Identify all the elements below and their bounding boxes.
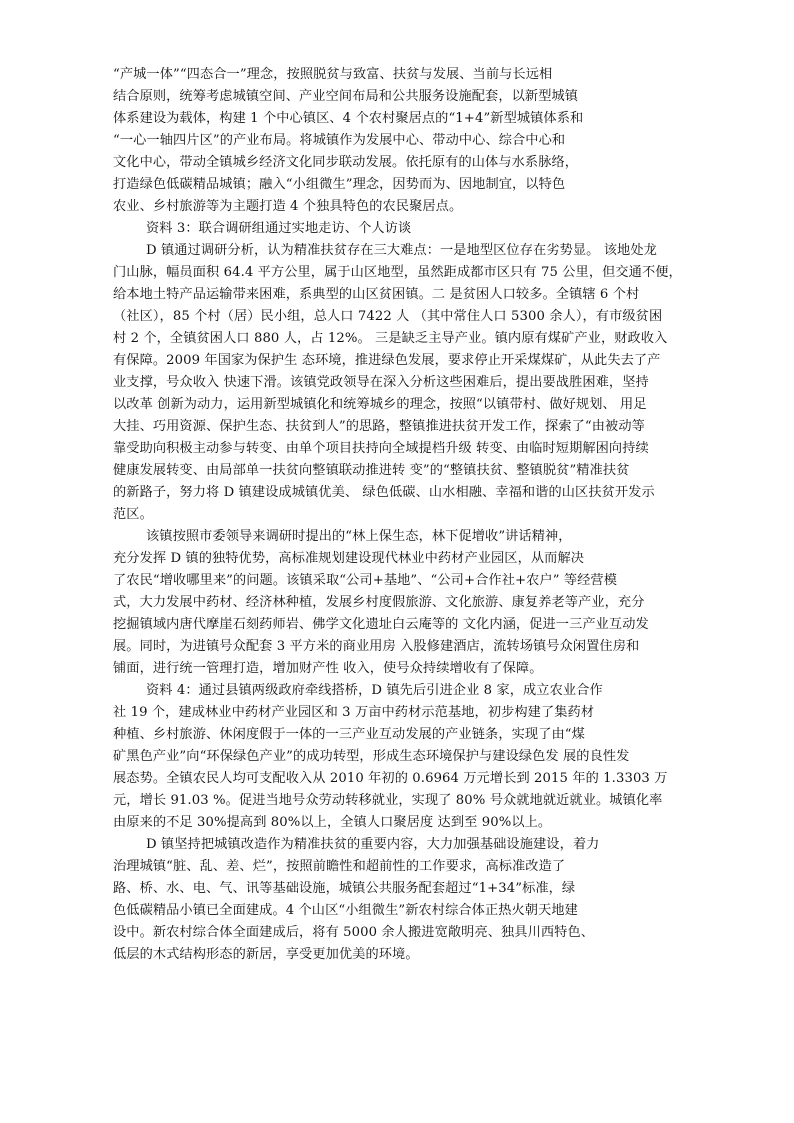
text-line: 挖掘镇域内唐代摩崖石刻药师岩、佛学文化遗址白云庵等的 文化内涵，促进一三产业互动发 [113,617,649,632]
text-line: 铺面，进行统一管理打造，增加财产性 收入，使号众持续增收有了保障。 [113,661,543,676]
section-heading: 资料 4：通过县镇两级政府牵线搭桥，D 镇先后引进企业 8 家，成立农业合作 [146,683,603,698]
text-line: “一心一轴四片区”的产业布局。将城镇作为发展中心、带动中心、综合中心和 [113,133,566,148]
text-line: 农业、乡村旅游等为主题打造 4 个独具特色的农民聚居点。 [113,199,463,214]
text-line: 式，大力发展中药材、经济林种植，发展乡村度假旅游、文化旅游、康复养老等产业，充分 [113,595,645,610]
text-line: D 镇坚持把城镇改造作为精准扶贫的重要内容，大力加强基础设施建设，着力 [146,837,600,852]
text-line: 充分发挥 D 镇的独特优势，高标准规划建设现代林业中药材产业园区，从而解决 [113,551,585,566]
text-line: 展。同时，为进镇号众配套 3 平方米的商业用房 入股修建酒店，流转场镇号众闲置住房和 [113,639,640,654]
text-line: 业支撑，号众收入 快速下滑。该镇党政领导在深入分析这些困难后，提出要战胜困难，坚持 [113,375,649,390]
text-line: 给本地土特产品运输带来困难，系典型的山区贫困镇。二 是贫困人口较多。全镇辖 6 个村 [113,287,640,302]
text-line: 了农民“增收哪里来”的问题。该镇采取“公司+基地”、“公司+合作社+农户” 等经营模 [113,573,617,588]
text-line: 社 19 个，建成林业中药材产业园区和 3 万亩中药材示范基地，初步构建了集药材 [113,705,595,720]
text-line: 门山脉，幅员面积 64.4 平方公里，属于山区地型，虽然距成都市区只有 75 公里，但交通不便， [113,265,682,280]
text-line: 展态势。全镇农民人均可支配收入从 2010 年初的 0.6964 万元增长到 2015 年的 1.3303 万 [113,771,668,786]
text-line: （社区），85 个村（居）民小组，总人口 7422 人 （其中常住人口 5300 余人），有市级贫困 [113,309,663,324]
text-line: 路、桥、水、电、气、讯等基础设施，城镇公共服务配套超过“1+34”标准，绿 [113,881,576,896]
text-line: 该镇按照市委领导来调研时提出的“林上保生态，林下促增收”讲话精神， [146,529,572,544]
text-line: 靠受助向积极主动参与转变、由单个项目扶持向全域提档升级 转变、由临时短期解困向持续 [113,441,649,456]
text-line: 元，增长 91.03 %。促进当地号众劳动转移就业，实现了 80% 号众就地就近就业。城镇化率 [113,793,663,808]
section-heading: 资料 3：联合调研组通过实地走访、个人访谈 [146,221,412,236]
text-line: 以改革 创新为动力，运用新型城镇化和统筹城乡的理念，按照“以镇带村、做好规划、 用足 [113,397,647,412]
text-line: 健康发展转变、由局部单一扶贫向整镇联动推进转 变”的“整镇扶贫、整镇脱贫”精准扶贫 [113,463,630,478]
text-line: 矿黑色产业”向“环保绿色产业”的成功转型，形成生态环境保护与建设绿色发 展的良性发 [113,749,630,764]
text-line: 设中。新农村综合体全面建成后，将有 5000 余人搬进宽敞明亮、独具川西特色、 [113,925,595,940]
text-line: 文化中心，带动全镇城乡经济文化同步联动发展。依托原有的山体与水系脉络， [113,155,579,170]
text-line: 打造绿色低碳精品城镇；融入“小组微生”理念，因势而为、因地制宜，以特色 [113,177,566,192]
text-line: 由原来的不足 30%提高到 80%以上，全镇人口聚居度 达到至 90%以上。 [113,815,552,830]
text-line: D 镇通过调研分析，认为精准扶贫存在三大难点：一是地型区位存在劣势显。 该地处龙 [146,243,657,258]
text-line: 低层的木式结构形态的新居，享受更加优美的环境。 [113,947,419,962]
text-line: 结合原则，统筹考虑城镇空间、产业空间布局和公共服务设施配套，以新型城镇 [113,89,579,104]
text-line: 大挂、巧用资源、保护生态、扶贫到人”的思路，整镇推进扶贫开发工作，探索了“由被动等 [113,419,645,434]
text-line: 范区。 [113,507,153,522]
text-line: “产城一体”“四态合一”理念，按照脱贫与致富、扶贫与发展、当前与长远相 [113,67,553,82]
text-line: 有保障。2009 年国家为保护生 态环境，推进绿色发展，要求停止开采煤煤矿，从此失去了产 [113,353,661,368]
text-line: 的新路子，努力将 D 镇建设成城镇优美、 绿色低碳、山水相融、幸福和谐的山区扶贫开发示 [113,485,655,500]
text-line: 治理城镇“脏、乱、差、烂”，按照前瞻性和超前性的工作要求，高标准改造了 [113,859,566,874]
text-line: 色低碳精品小镇已全面建成。4 个山区“小组微生”新农村综合体正热火朝天地建 [113,903,578,918]
text-line: 种植、乡村旅游、休闲度假于一体的一三产业互动发展的产业链条，实现了由“煤 [113,727,585,742]
text-line: 村 2 个，全镇贫困人口 880 人，占 12%。 三是缺乏主导产业。镇内原有煤矿产业，财政收入 [113,331,668,346]
text-line: 体系建设为载体，构建 1 个中心镇区、4 个农村聚居点的“1+4”新型城镇体系和 [113,111,584,126]
